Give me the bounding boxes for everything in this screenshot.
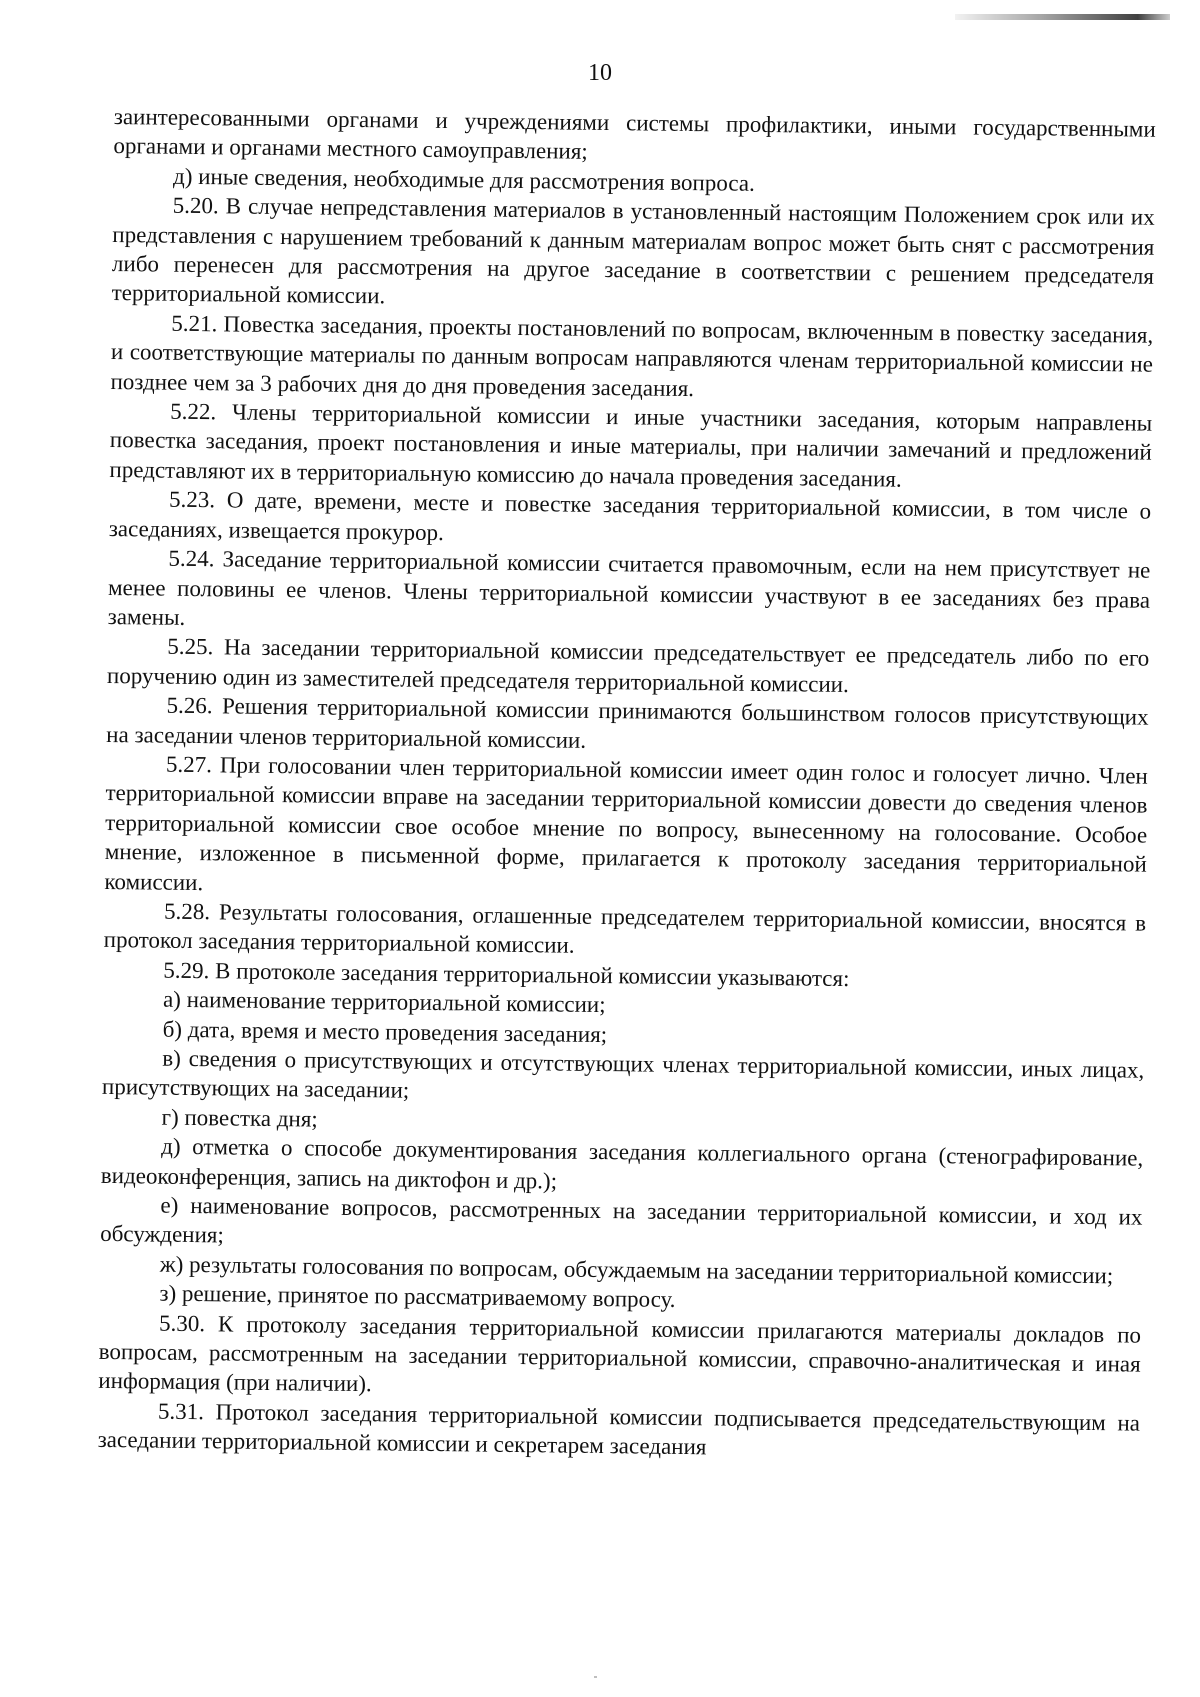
paragraph-5-25: 5.25. На заседании территориальной комиссии председательствует ее председатель либо по его поручению один из заместителей председателя территориальной комиссии. (106, 634, 1150, 697)
list-item-e: е) наименование вопросов, рассмотренных на заседании территориальной комиссии, и ход их обсуждения; (100, 1192, 1143, 1248)
paragraph-5-22: 5.22. Члены территориальной комиссии и иные участники заседания, которым направлены повестка заседания, проект постановления и иные материалы, при наличии замечаний и предложений представляют их в территориальную комиссию до начала проведения заседания. (109, 398, 1153, 492)
list-item-d: д) отметка о способе документирования заседания коллегиального органа (стенографирование, видеоконференция, запись на диктофон и др.); (100, 1133, 1144, 1194)
paragraph-5-27: 5.27. При голосовании член территориальной комиссии имеет один голос и голосует лично. Член территориальной комиссии вправе на заседании территориальной комиссии довести до сведения членов территориальной комиссии свое особое мнение по вопросу, вынесенному на голосование. Особое мнение, изложенное в письменной форме, прилагается к протоколу заседания территориальной комиссии. (104, 751, 1148, 895)
paragraph-5-29: 5.29. В протоколе заседания территориальной комиссии указываются: (163, 957, 850, 991)
paragraph-5-28: 5.28. Результаты голосования, оглашенные председателем территориальной комиссии, вносятся в протокол заседания территориальной комиссии. (103, 898, 1147, 959)
list-item-g: г) повестка дня; (161, 1104, 318, 1132)
list-item-z: з) решение, принятое по рассматриваемому вопросу. (159, 1280, 676, 1313)
paragraph-5-24: 5.24. Заседание территориальной комиссии считается правомочным, если на нем присутствует не менее половины ее членов. Члены территориальной комиссии участвуют в ее заседаниях без права замены. (107, 545, 1151, 630)
paragraph-5-21: 5.21. Повестка заседания, проекты постановлений по вопросам, включенным в повестку заседания, и соответствующие материалы по данным вопросам направляются членам территориальной комиссии не позднее чем за 3 рабочих дня до дня проведения заседания. (110, 310, 1154, 401)
paragraph-5-26: 5.26. Решения территориальной комиссии принимаются большинством голосов присутствующих на заседании членов территориальной комиссии. (106, 692, 1149, 753)
paragraph-5-23: 5.23. О дате, времени, месте и повестке заседания территориальной комиссии, в том числе о заседаниях, извещается прокурор. (108, 486, 1152, 545)
paragraph-5-31: 5.31. Протокол заседания территориальной комиссии подписывается председательствующим на заседании территориальной комиссии и секретарем заседания (97, 1398, 1141, 1460)
list-item-zh: ж) результаты голосования по вопросам, обсуждаемым на заседании территориальной комиссии; (159, 1251, 1114, 1289)
paragraph-5-30: 5.30. К протоколу заседания территориальной комиссии прилагаются материалы докладов по вопросам, рассмотренным на заседании территориальной комиссии, справочно-аналитическая и иная информация (при наличии). (98, 1310, 1142, 1397)
paragraph-continuation: заинтересованными органами и учреждениями системы профилактики, иными государственными органами и органами местного самоуправления; (113, 103, 1156, 165)
page-number: 10 (588, 60, 612, 86)
document-body (97, 102, 1155, 1467)
list-item-a: а) наименование территориальной комиссии; (162, 986, 606, 1018)
scan-artifact-mark (955, 14, 1170, 20)
paragraph-item-d: д) иные сведения, необходимые для рассмотрения вопроса. (172, 163, 755, 196)
list-item-b: б) дата, время и место проведения заседания; (162, 1016, 608, 1047)
paragraph-5-20: 5.20. В случае непредставления материалов в установленный настоящим Положением срок или их представления с нарушением требований к данным материалам вопрос может быть снят с рассмотрения либо перенесен для рассмотрения на другое заседание в соответствии с решением председателя территориальной комиссии. (111, 192, 1155, 309)
list-item-v: в) сведения о присутствующих и отсутствующих членах территориальной комиссии, иных лицах, присутствующих на заседании; (101, 1045, 1145, 1104)
scan-dot-artifact (594, 1676, 597, 1678)
